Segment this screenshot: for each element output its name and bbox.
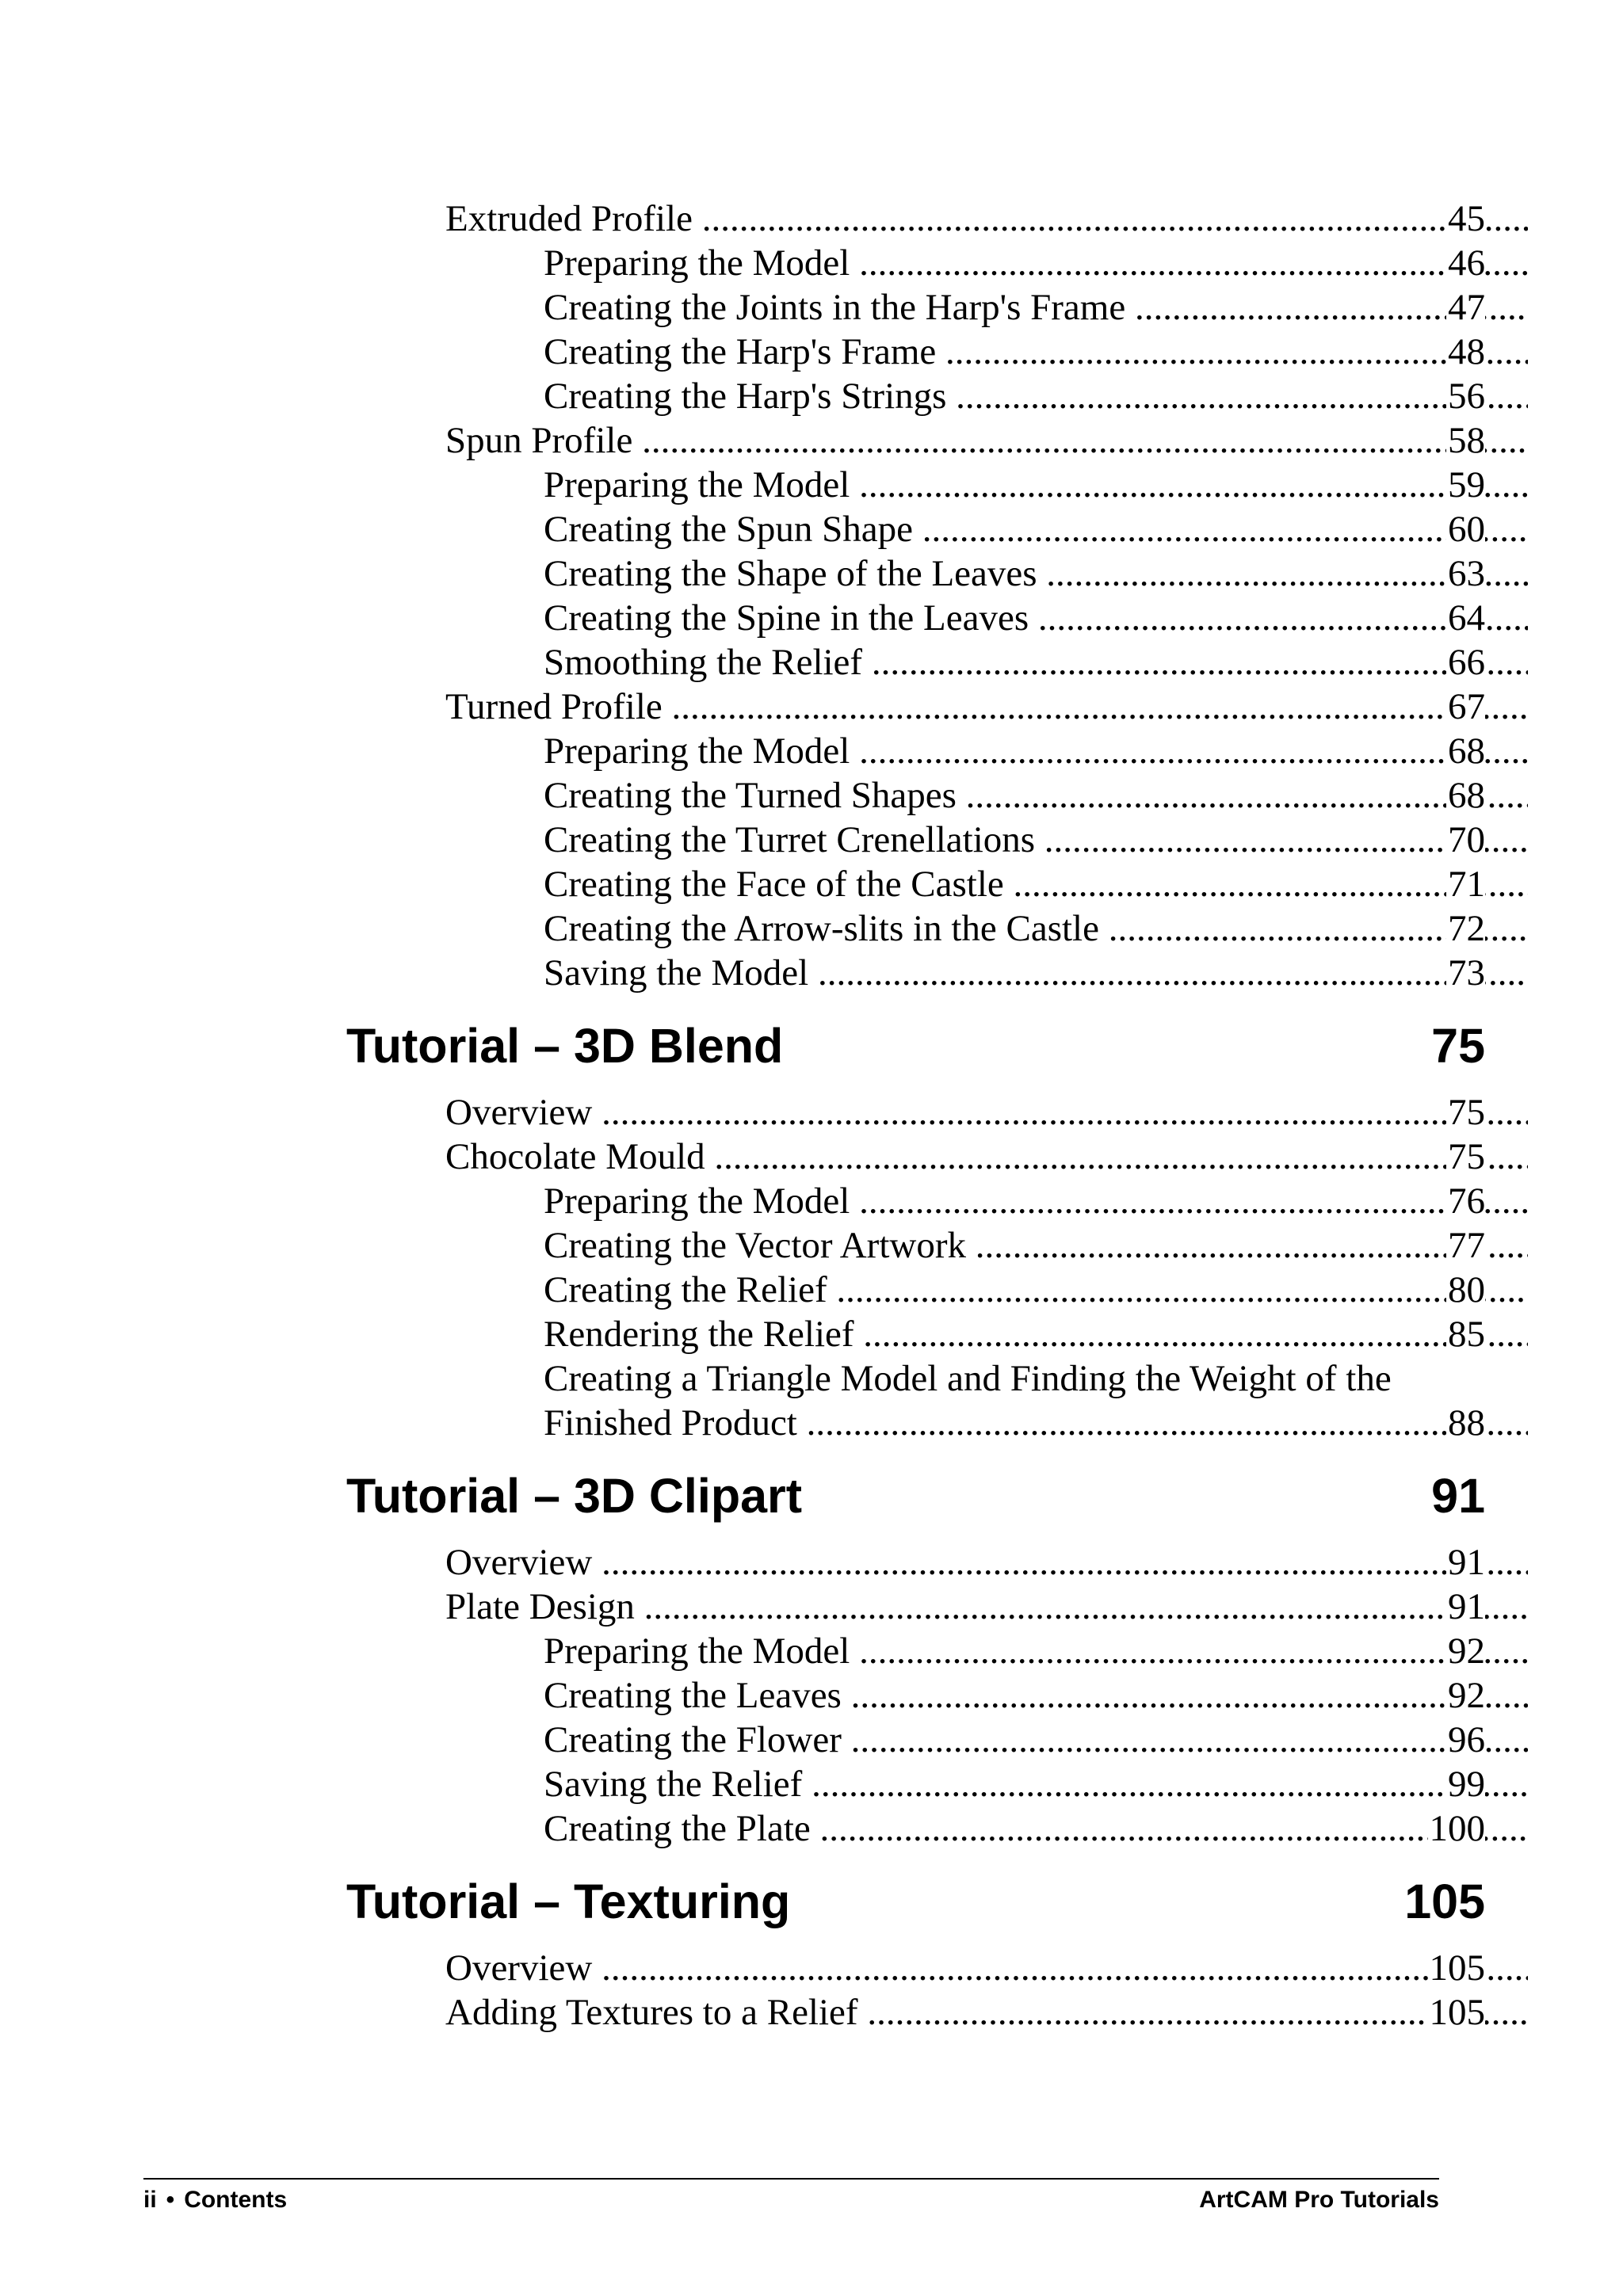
toc-section-entry[interactable]: [0, 1946, 1623, 1990]
footer-section: Contents: [184, 2187, 288, 2213]
toc-section-entry[interactable]: [0, 1540, 1623, 1585]
toc-entry-title: Creating the Arrow-slits in the Castle .....: [544, 906, 1528, 951]
chapter-page-number: 75: [1431, 1019, 1485, 1073]
toc-subsection-entry[interactable]: [0, 1179, 1623, 1223]
toc-entry-title: Creating the Flower .....: [544, 1718, 1528, 1762]
toc-entry-title: Creating the Leaves .....: [544, 1673, 1528, 1718]
toc-subsection-entry[interactable]: [0, 374, 1623, 418]
toc-entry-page-number: 45: [1448, 198, 1485, 239]
toc-entry-page-number: 75: [1448, 1136, 1485, 1177]
toc-entry-title: Creating the Turned Shapes .....: [544, 773, 1528, 818]
toc-entry-title: Overview .....: [445, 1946, 1528, 1990]
toc-entry-page-number: 58: [1448, 420, 1485, 461]
chapter-heading: [0, 1001, 1623, 1090]
toc-entry-title: Saving the Model .....: [544, 951, 1528, 995]
toc-subsection-entry[interactable]: [0, 285, 1623, 330]
toc-entry-page-number: 72: [1448, 908, 1485, 949]
toc-subsection-entry[interactable]: [0, 1629, 1623, 1673]
toc-entry-title: Creating the Spun Shape .....: [544, 507, 1528, 551]
chapter-title: Tutorial – Texturing: [346, 1875, 791, 1928]
toc-section-entry[interactable]: [0, 1135, 1623, 1179]
toc-subsection-entry[interactable]: [0, 507, 1623, 551]
toc-entry-title: Preparing the Model .....: [544, 241, 1528, 285]
footer-left: [143, 2184, 287, 2216]
toc-entry-page-number: 77: [1448, 1225, 1485, 1266]
toc-entry-title: Creating the Vector Artwork .....: [544, 1223, 1528, 1268]
chapter-title: Tutorial – 3D Blend: [346, 1019, 784, 1073]
toc-entry-page-number: 92: [1448, 1675, 1485, 1716]
toc-entry-page-number: 56: [1448, 376, 1485, 417]
toc-entry-title: Creating the Relief .....: [544, 1268, 1528, 1312]
chapter-title: Tutorial – 3D Clipart: [346, 1469, 803, 1523]
toc-section-entry[interactable]: [0, 418, 1623, 463]
toc-section-entry[interactable]: [0, 196, 1623, 241]
toc-entry-page-number: 99: [1448, 1764, 1485, 1805]
toc-subsection-entry[interactable]: [0, 729, 1623, 773]
toc-entry-title: Extruded Profile .....: [445, 196, 1528, 241]
footer-rule: [143, 2178, 1439, 2180]
footer-page-number: ii: [143, 2187, 157, 2213]
toc-subsection-entry[interactable]: [0, 596, 1623, 640]
toc-entry-title: Turned Profile .....: [445, 685, 1528, 729]
toc-subsection-entry[interactable]: [0, 1673, 1623, 1718]
toc-entry-title: Overview .....: [445, 1090, 1528, 1135]
toc-entry-page-number: 91: [1448, 1586, 1485, 1627]
toc-entry-title: Adding Textures to a Relief .....: [445, 1990, 1528, 2035]
toc-subsection-entry[interactable]: [0, 1762, 1623, 1806]
toc-subsection-entry[interactable]: [0, 906, 1623, 951]
toc-section-entry[interactable]: [0, 1585, 1623, 1629]
toc-subsection-entry[interactable]: [0, 463, 1623, 507]
toc-entry-page-number: 60: [1448, 509, 1485, 550]
toc-subsection-entry[interactable]: [0, 551, 1623, 596]
toc-entry-title: Finished Product .....: [544, 1401, 1528, 1445]
toc-entry-page-number: 66: [1448, 642, 1485, 683]
toc-entry-page-number: 47: [1448, 287, 1485, 328]
chapter-page-number: 105: [1404, 1875, 1485, 1928]
toc-entry-page-number: 71: [1448, 864, 1485, 905]
toc-section-entry[interactable]: [0, 1990, 1623, 2035]
toc-entry-page-number: 67: [1448, 686, 1485, 727]
table-of-contents: [0, 196, 1623, 2035]
toc-entry-page-number: 46: [1448, 242, 1485, 284]
chapter-heading: [0, 1857, 1623, 1946]
toc-entry-wrap-line: [0, 1356, 1623, 1401]
toc-subsection-entry[interactable]: [0, 330, 1623, 374]
chapter-page-number: 91: [1431, 1469, 1485, 1523]
toc-entry-title: Preparing the Model .....: [544, 729, 1528, 773]
toc-entry-page-number: 85: [1448, 1314, 1485, 1355]
toc-entry-title: Preparing the Model .....: [544, 1179, 1528, 1223]
toc-subsection-entry[interactable]: [0, 241, 1623, 285]
toc-entry-page-number: 68: [1448, 730, 1485, 772]
toc-entry-title: Creating the Plate .....: [544, 1806, 1528, 1851]
toc-entry-page-number: 68: [1448, 775, 1485, 816]
toc-entry-page-number: 96: [1448, 1719, 1485, 1760]
toc-entry-page-number: 88: [1448, 1402, 1485, 1444]
toc-entry-title: Creating the Harp's Frame .....: [544, 330, 1528, 374]
toc-entry-page-number: 105: [1429, 1947, 1485, 1989]
toc-entry-title-part: Creating a Triangle Model and Finding the Weight of the: [544, 1358, 1392, 1399]
toc-entry-title: Creating the Shape of the Leaves .....: [544, 551, 1528, 596]
toc-entry-page-number: 48: [1448, 331, 1485, 372]
toc-subsection-entry[interactable]: [0, 951, 1623, 995]
toc-subsection-entry[interactable]: [0, 640, 1623, 685]
toc-entry-page-number: 73: [1448, 952, 1485, 994]
toc-subsection-entry[interactable]: [0, 773, 1623, 818]
toc-entry-title: Creating the Joints in the Harp's Frame .....: [544, 285, 1528, 330]
toc-entry-title: Overview .....: [445, 1540, 1528, 1585]
toc-entry-page-number: 76: [1448, 1180, 1485, 1222]
toc-subsection-entry[interactable]: [0, 862, 1623, 906]
toc-entry-page-number: 80: [1448, 1269, 1485, 1310]
toc-entry-page-number: 105: [1429, 1992, 1485, 2033]
chapter-heading: [0, 1451, 1623, 1540]
toc-entry-title: Rendering the Relief .....: [544, 1312, 1528, 1356]
toc-subsection-entry[interactable]: [0, 1718, 1623, 1762]
toc-entry-title: Smoothing the Relief .....: [544, 640, 1528, 685]
toc-entry-page-number: 91: [1448, 1542, 1485, 1583]
toc-subsection-entry[interactable]: [0, 1401, 1623, 1445]
toc-entry-title: Plate Design .....: [445, 1585, 1528, 1629]
toc-subsection-entry[interactable]: [0, 1223, 1623, 1268]
toc-entry-title: Creating the Harp's Strings .....: [544, 374, 1528, 418]
toc-entry-title: Creating the Spine in the Leaves .....: [544, 596, 1528, 640]
toc-entry-page-number: 63: [1448, 553, 1485, 594]
toc-entry-title: Creating the Turret Crenellations .....: [544, 818, 1528, 862]
toc-entry-page-number: 59: [1448, 464, 1485, 505]
toc-subsection-entry[interactable]: [0, 1268, 1623, 1312]
toc-entry-title: Chocolate Mould .....: [445, 1135, 1528, 1179]
toc-entry-title: Saving the Relief .....: [544, 1762, 1528, 1806]
toc-section-entry[interactable]: [0, 1090, 1623, 1135]
toc-subsection-entry[interactable]: [0, 818, 1623, 862]
toc-entry-page-number: 92: [1448, 1630, 1485, 1672]
toc-entry-page-number: 64: [1448, 597, 1485, 639]
toc-subsection-entry[interactable]: [0, 1806, 1623, 1851]
toc-entry-title: Spun Profile .....: [445, 418, 1528, 463]
toc-entry-page-number: 75: [1448, 1092, 1485, 1133]
toc-subsection-entry[interactable]: [0, 1312, 1623, 1356]
toc-entry-title: Preparing the Model .....: [544, 1629, 1528, 1673]
toc-entry-page-number: 70: [1448, 819, 1485, 860]
toc-entry-title: Creating the Face of the Castle .....: [544, 862, 1528, 906]
toc-entry-page-number: 100: [1429, 1808, 1485, 1849]
toc-section-entry[interactable]: [0, 685, 1623, 729]
footer-bullet: •: [166, 2187, 175, 2213]
footer-book-title: ArtCAM Pro Tutorials: [1199, 2187, 1439, 2213]
toc-entry-title: Preparing the Model .....: [544, 463, 1528, 507]
